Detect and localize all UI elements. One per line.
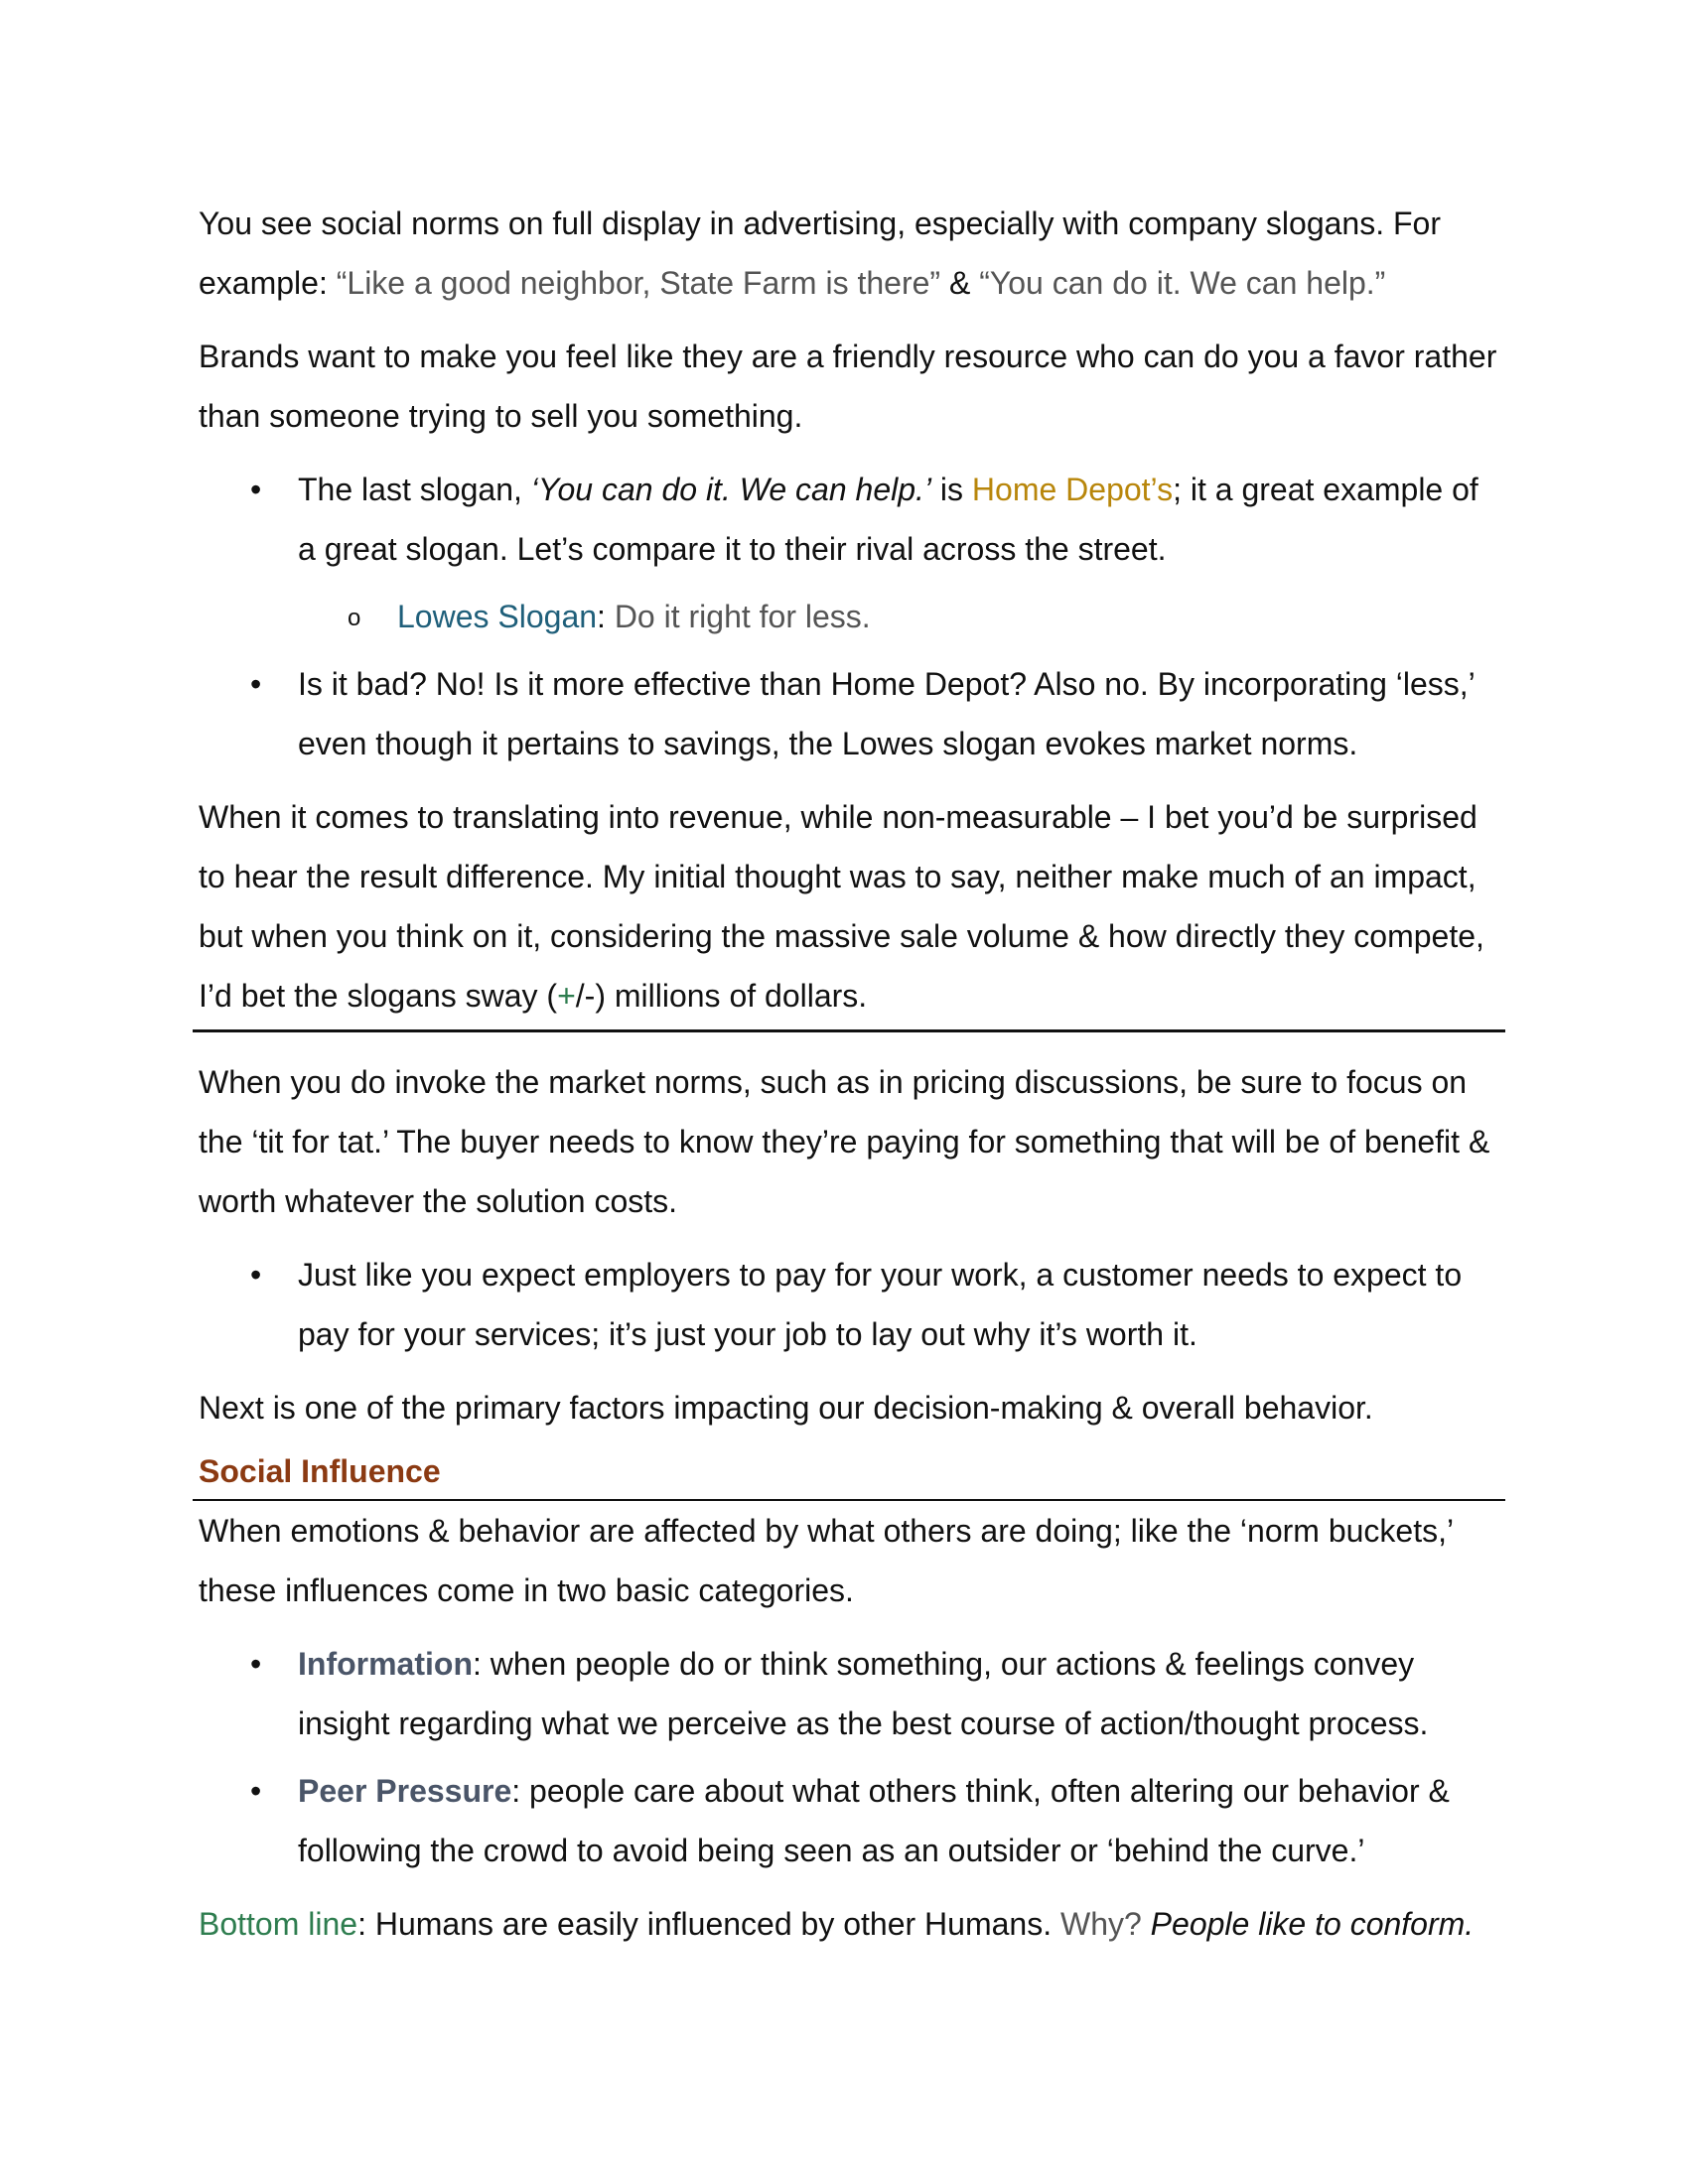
list-item — [199, 460, 1499, 579]
conform-italic: People like to conform. — [1150, 1906, 1475, 1942]
paragraph-social-influence: When emotions & behavior are affected by what others are doing; like the ‘norm buckets,’ these influences come in two basic categories. — [199, 1513, 1453, 1608]
paragraph-market-norms: When you do invoke the market norms, such as in pricing discussions, be sure to focus on the ‘tit for tat.’ The buyer needs to know they’re paying for something that will be of benefit & worth whatever the solution costs. — [199, 1064, 1490, 1219]
plus-sign: + — [557, 978, 576, 1014]
bullet-icon: • — [250, 1257, 262, 1293]
list-item — [199, 1761, 1499, 1880]
state-farm-quote: “Like a good neighbor, State Farm is there” — [336, 265, 941, 301]
list-item — [199, 1634, 1499, 1753]
paragraph-bottom-line — [199, 1894, 1499, 1954]
slogan-list — [199, 460, 1499, 773]
sub-list-item — [199, 587, 1499, 646]
lowes-slogan-text: Do it right for less. — [614, 599, 871, 634]
lowes-slogan-label: Lowes Slogan — [397, 599, 598, 634]
home-depot-label: Home Depot’s — [971, 472, 1174, 507]
bullet-icon: • — [250, 666, 262, 702]
paragraph-text: /-) millions of dollars. — [575, 978, 868, 1014]
why-text: Why? — [1059, 1906, 1151, 1942]
information-label: Information — [298, 1646, 473, 1682]
section-divider — [193, 1029, 1505, 1032]
paragraph-next: Next is one of the primary factors impacting our decision-making & overall behavior. — [199, 1390, 1373, 1426]
paragraph-text: You see social norms on full display in advertising, especially with company slogans. For example: — [199, 205, 1441, 301]
slogan-italic: ‘You can do it. We can help.’ — [530, 472, 932, 507]
list-text: is — [931, 472, 972, 507]
paragraph-text: : Humans are easily influenced by other Humans. — [357, 1906, 1060, 1942]
paragraph-text: When it comes to translating into revenue, while non-measurable – I bet you’d be surprised to hear the result difference. My initial thought was to say, neither make much of an impact, but when you think on it, considering the massive sale volume & how directly they compete, I’d bet the slogans sway ( — [199, 799, 1484, 1014]
list-text: : people care about what others think, often altering our behavior & following the crowd to avoid being seen as an outsider or ‘behind the curve.’ — [298, 1773, 1450, 1868]
list-item — [199, 1245, 1499, 1364]
list-text: Is it bad? No! Is it more effective than Home Depot? Also no. By incorporating ‘less,’ even though it pertains to savings, the Lowes slogan evokes market norms. — [298, 666, 1475, 761]
list-text: The last slogan, — [298, 472, 531, 507]
circle-bullet-icon: o — [348, 605, 361, 631]
bullet-icon: • — [250, 1773, 262, 1809]
paragraph-brands: Brands want to make you feel like they are a friendly resource who can do you a favor rather than someone trying to sell you something. — [199, 339, 1497, 434]
bullet-icon: • — [250, 1646, 262, 1682]
influence-list — [199, 1634, 1499, 1880]
ampersand: & — [940, 265, 980, 301]
document-page — [199, 194, 1499, 1954]
peer-pressure-label: Peer Pressure — [298, 1773, 512, 1809]
colon: : — [597, 599, 615, 634]
paragraph-slogans — [199, 194, 1499, 313]
home-depot-quote: “You can do it. We can help.” — [979, 265, 1386, 301]
employer-list — [199, 1245, 1499, 1364]
section-heading: Social Influence — [199, 1453, 441, 1489]
list-text: : when people do or think something, our actions & feelings convey insight regarding what we perceive as the best course of action/thought process. — [298, 1646, 1429, 1741]
bottom-line-label: Bottom line — [199, 1906, 358, 1942]
paragraph-revenue — [199, 787, 1499, 1025]
list-text: ; it a great example of a great slogan. Let’s compare it to their rival across the street. — [298, 472, 1478, 567]
list-text: Just like you expect employers to pay for your work, a customer needs to expect to pay for your services; it’s just your job to lay out why it’s worth it. — [298, 1257, 1463, 1352]
list-item — [199, 654, 1499, 773]
bullet-icon: • — [250, 472, 262, 507]
